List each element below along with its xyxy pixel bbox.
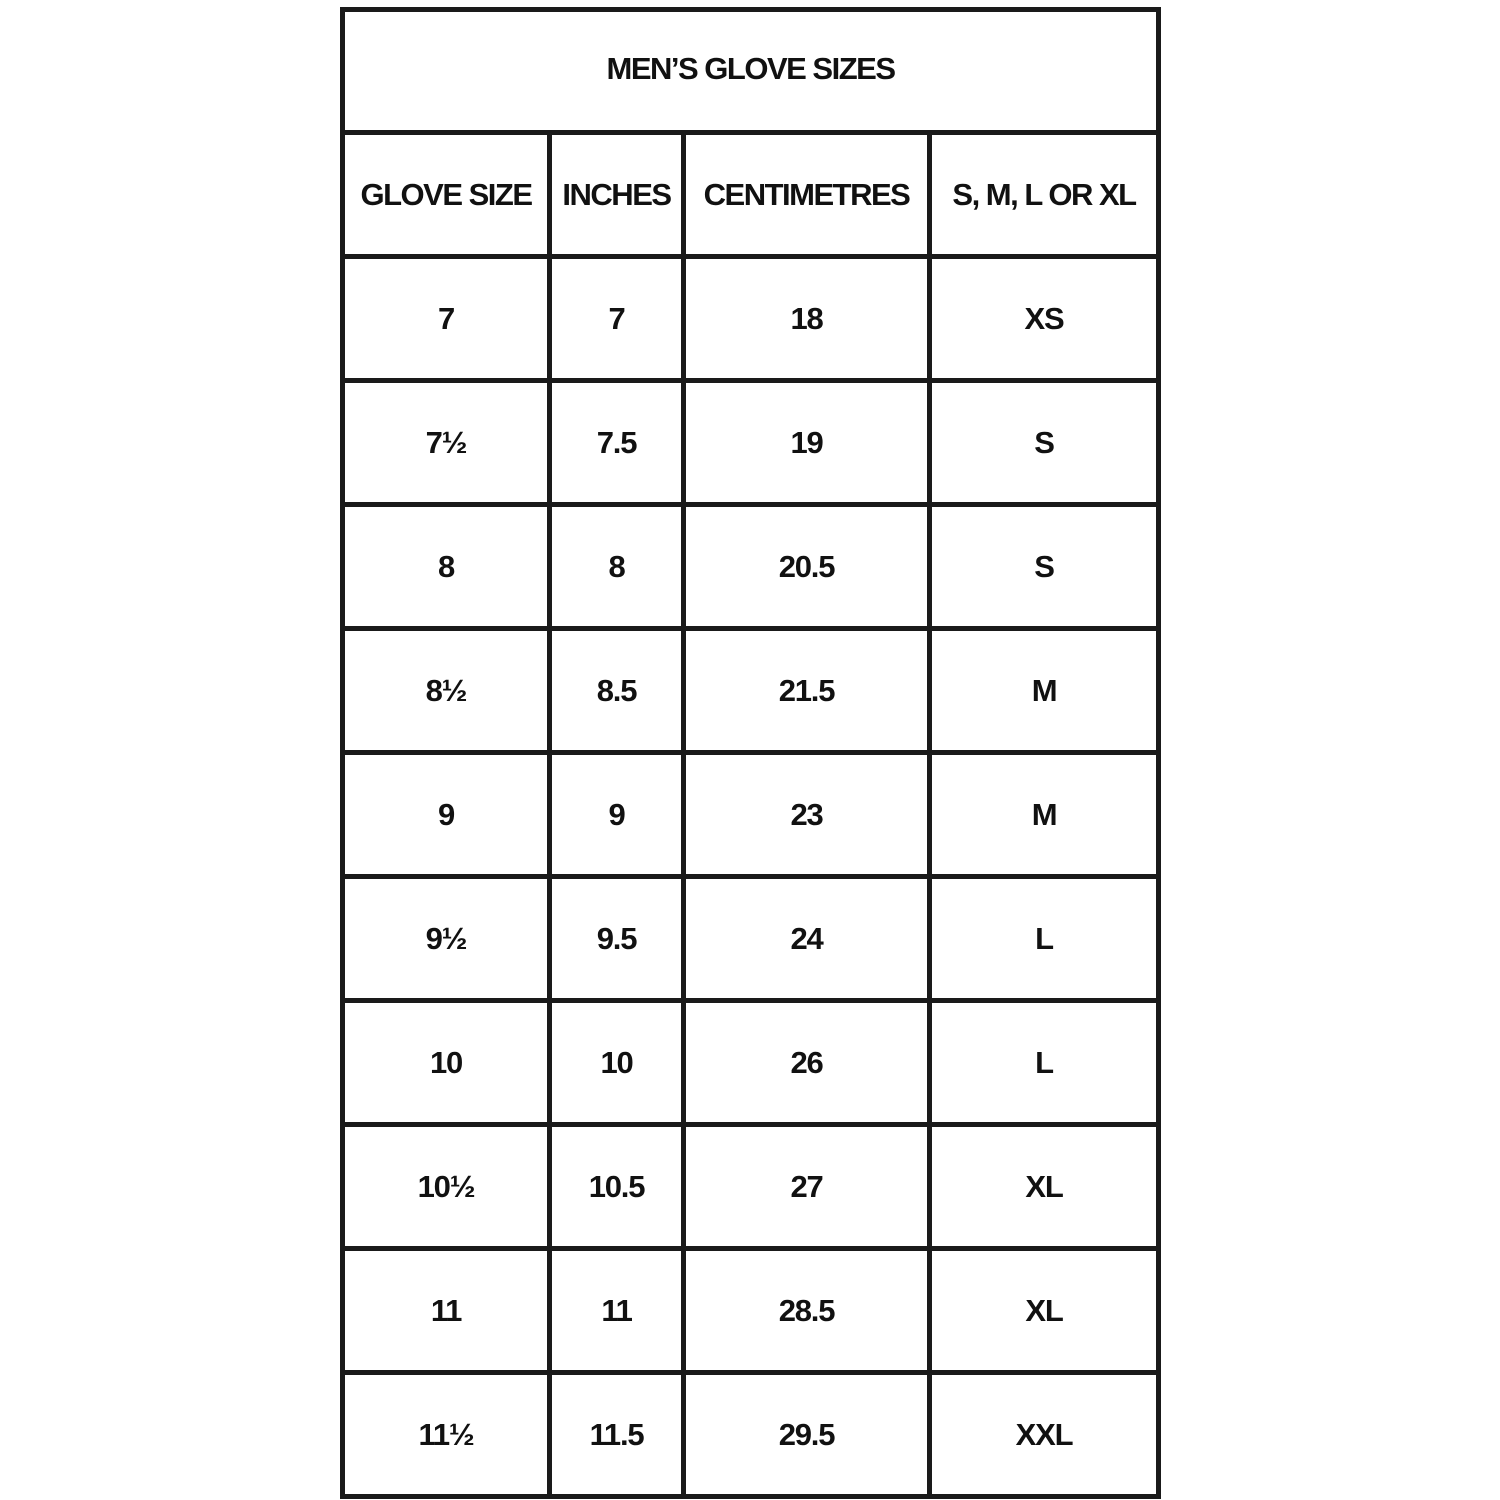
- column-header-inches: INCHES: [550, 133, 684, 257]
- table-row: [343, 1373, 1159, 1497]
- centimetres-cell: 21.5: [684, 629, 930, 753]
- centimetres-cell: 28.5: [684, 1249, 930, 1373]
- centimetres-cell: 27: [684, 1125, 930, 1249]
- table-row: [343, 1125, 1159, 1249]
- letter-size-cell: XL: [930, 1125, 1159, 1249]
- centimetres-cell: 29.5: [684, 1373, 930, 1497]
- centimetres-cell: 19: [684, 381, 930, 505]
- inches-cell: 8.5: [550, 629, 684, 753]
- glove-size-cell: 7: [343, 257, 550, 381]
- table-row: [343, 257, 1159, 381]
- glove-size-cell: 11½: [343, 1373, 550, 1497]
- centimetres-cell: 26: [684, 1001, 930, 1125]
- centimetres-cell: 18: [684, 257, 930, 381]
- letter-size-cell: S: [930, 381, 1159, 505]
- letter-size-cell: S: [930, 505, 1159, 629]
- inches-cell: 11.5: [550, 1373, 684, 1497]
- column-header-centimetres: CENTIMETRES: [684, 133, 930, 257]
- letter-size-cell: XL: [930, 1249, 1159, 1373]
- table-row: [343, 505, 1159, 629]
- glove-size-cell: 11: [343, 1249, 550, 1373]
- title-row: [343, 10, 1159, 133]
- table-row: [343, 381, 1159, 505]
- glove-size-cell: 8½: [343, 629, 550, 753]
- column-header-glove-size: GLOVE SIZE: [343, 133, 550, 257]
- header-row: [343, 133, 1159, 257]
- letter-size-cell: XS: [930, 257, 1159, 381]
- inches-cell: 7.5: [550, 381, 684, 505]
- inches-cell: 8: [550, 505, 684, 629]
- inches-cell: 7: [550, 257, 684, 381]
- table-body: [343, 10, 1159, 1497]
- letter-size-cell: L: [930, 877, 1159, 1001]
- glove-size-cell: 9: [343, 753, 550, 877]
- inches-cell: 9: [550, 753, 684, 877]
- inches-cell: 10.5: [550, 1125, 684, 1249]
- letter-size-cell: L: [930, 1001, 1159, 1125]
- glove-size-cell: 7½: [343, 381, 550, 505]
- letter-size-cell: M: [930, 629, 1159, 753]
- table-row: [343, 629, 1159, 753]
- centimetres-cell: 24: [684, 877, 930, 1001]
- inches-cell: 10: [550, 1001, 684, 1125]
- glove-size-cell: 8: [343, 505, 550, 629]
- glove-size-table: [340, 7, 1161, 1499]
- table-row: [343, 877, 1159, 1001]
- glove-size-cell: 10: [343, 1001, 550, 1125]
- centimetres-cell: 23: [684, 753, 930, 877]
- inches-cell: 9.5: [550, 877, 684, 1001]
- table-title: MEN’S GLOVE SIZES: [343, 10, 1159, 133]
- column-header-letter-size: S, M, L OR XL: [930, 133, 1159, 257]
- inches-cell: 11: [550, 1249, 684, 1373]
- glove-size-cell: 10½: [343, 1125, 550, 1249]
- table-row: [343, 1001, 1159, 1125]
- centimetres-cell: 20.5: [684, 505, 930, 629]
- letter-size-cell: XXL: [930, 1373, 1159, 1497]
- glove-size-cell: 9½: [343, 877, 550, 1001]
- letter-size-cell: M: [930, 753, 1159, 877]
- table-row: [343, 1249, 1159, 1373]
- table-row: [343, 753, 1159, 877]
